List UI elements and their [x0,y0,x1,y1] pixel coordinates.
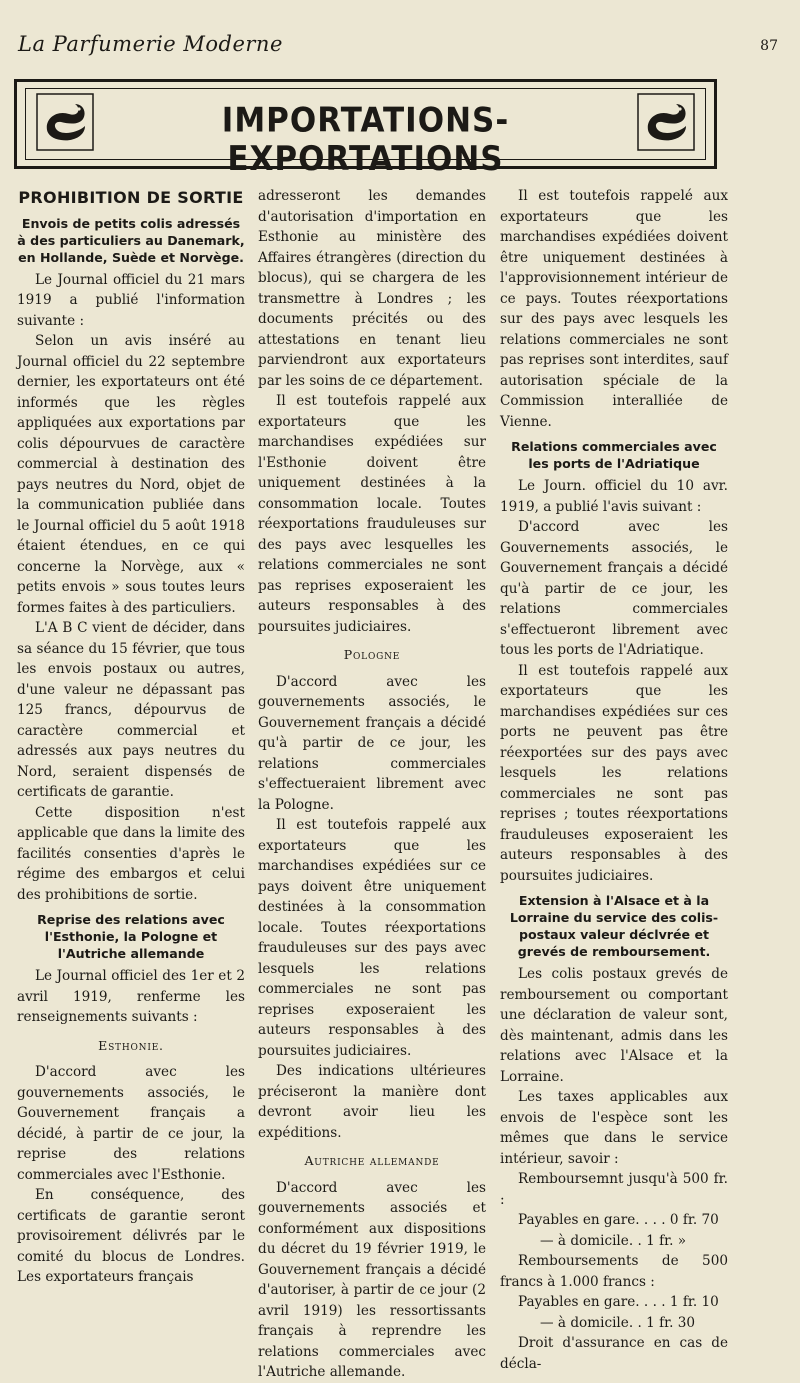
paragraph: En conséquence, des certificats de garantie seront provisoirement délivrés par le comité du blocus de Londres. Les exportateurs français [17,1187,245,1285]
column-2 [258,186,486,1383]
tariff-line: Payables en gare. . . . 1 fr. 10 [518,1294,719,1310]
paragraph: Selon un avis inséré au Journal officiel du 22 septembre dernier, les exportateurs ont été informés que les règles appliquées aux exportations par colis dépourvues de caractère commercial à destination des pays neutres du Nord, objet de la communication publiée dans le Journal officiel du 5 août 1918 étaient étendues, en ce qui concerne la Norvège, aux « petits envois » sous toutes leurs formes faites à des particuliers. [17,333,245,616]
subheading-reprise: Reprise des relations avec l'Esthonie, la Pologne et l'Autriche allemande [37,912,225,961]
paragraph: Droit d'assurance en cas de décla- [500,1335,728,1372]
heading-esthonie: Esthonie. [98,1037,164,1053]
section-title: IMPORTATIONS-EXPORTATIONS [221,101,510,179]
paragraph: D'accord avec les Gouvernements associés, le Gouvernement français a décidé qu'à partir de ce jour, les relations commerciales s'effectueront librement avec tous les ports de l'Adriatique. [500,519,728,658]
paragraph: D'accord avec les gouvernements associés, le Gouvernement français a décidé qu'à partir de ce jour, les relations commerciales s'effectueraient librement avec la Pologne. [258,673,486,813]
paragraph: Il est toutefois rappelé aux exportateurs que les marchandises expédiées doivent être uniquement destinées à l'approvisionnement intérieur de ce pays. Toutes réexportations sur des pays avec lesquels les relations commerciales ne sont pas reprises sont interdites, sauf autorisation spéciale de la Commission interalliée de Vienne. [500,188,728,430]
paragraph: Le Journal officiel des 1er et 2 avril 1919, renferme les renseignements suivants : [17,968,245,1025]
column-3 [500,186,728,1374]
tariff-line: Remboursemnt jusqu'à 500 fr. : [500,1171,728,1208]
paragraph: D'accord avec les gouvernements associés et conformément aux dispositions du décret du 19 février 1919, le Gouvernement français a décidé d'autoriser, à partir de ce jour (2 avril 1919) les ressortissants français à reprendre les relations commerciales avec l'Autriche allemande. [258,1179,486,1380]
paragraph: Il est toutefois rappelé aux exportateurs que les marchandises expédiées sur ce pays doivent être uniquement destinées à la consommation locale. Toutes réexportations frauduleuses sur des pays avec lesquels les relations commerciales ne sont pas reprises exposeraient les auteurs responsables à des poursuites judiciaires. [258,817,486,1059]
tariff-line: — à domicile. . 1 fr. 30 [540,1314,696,1331]
paragraph: adresseront les demandes d'autorisation d'importation en Esthonie au ministère des Affaires étrangères (direction du blocus), qui se chargera de les transmettre à Londres ; les documents précités ou des attestations en tenant lieu parviendront aux exportateurs par les soins de ce département. [258,188,486,389]
section-banner [14,79,717,179]
subheading-alsace-lorraine: Extension à l'Alsace et à la Lorraine du service des colis-postaux valeur déclvrée et grevés de remboursement. [509,893,719,959]
paragraph: Le Journ. officiel du 10 avr. 1919, a publié l'avis suivant : [500,478,728,515]
column-1 [17,186,245,1288]
paragraph: Le Journal officiel du 21 mars 1919 a publié l'information suivante : [17,271,245,329]
paragraph: Cette disposition n'est applicable que dans la limite des facilités consenties d'après le régime des embargos et celui des prohibitions de sortie. [17,804,245,903]
paragraph: L'A B C vient de décider, dans sa séance du 15 février, que tous les envois postaux ou autres, d'une valeur ne dépassant pas 125 francs, dépourvus de caractère commercial et adressés aux pays neutres du Nord, seraient dispensés de certificats de garantie. [17,620,245,800]
paragraph: Des indications ultérieures préciseront la manière dont devront avoir lieu les expéditions. [258,1063,486,1141]
heading-autriche: Autriche allemande [304,1153,440,1168]
journal-title: La Parfumerie Moderne [18,32,283,56]
swan-ornament-icon [35,92,95,152]
paragraph: D'accord avec les gouvernements associés, le Gouvernement français a décidé, à partir de ce jour, la reprise des relations commerciales avec l'Esthonie. [17,1064,245,1183]
heading-pologne: Pologne [343,647,401,662]
paragraph: Les taxes applicables aux envois de l'espèce sont les mêmes que dans le service intérieur, savoir : [500,1089,728,1167]
heading-prohibition: PROHIBITION DE SORTIE [18,188,244,207]
subheading-petits-colis: Envois de petits colis adressés à des particuliers au Danemark, en Hollande, Suède et Norvège. [17,215,245,265]
paragraph: Les colis postaux grevés de remboursement ou comportant une déclaration de valeur sont, dès maintenant, admis dans les relations avec l'Alsace et la Lorraine. [500,966,728,1085]
tariff-line: Payables en gare. . . . 0 fr. 70 [518,1212,719,1228]
tariff-line: — à domicile. . 1 fr. » [540,1232,687,1249]
page-number: 87 [760,38,778,54]
page-header [18,30,778,60]
paragraph: Il est toutefois rappelé aux exportateurs que les marchandises expédiées sur l'Esthonie doivent être uniquement destinées à la consommation locale. Toutes réexportations frauduleuses sur des pays avec lesquelles les relations commerciales ne sont pas reprises exposeraient les auteurs responsables à des poursuites judiciaires. [258,393,486,635]
swan-ornament-icon [636,92,696,152]
subheading-adriatique: Relations commerciales avec les ports de l'Adriatique [511,439,717,471]
tariff-line: Remboursements de 500 francs à 1.000 francs : [500,1253,728,1290]
paragraph: Il est toutefois rappelé aux exportateurs que les marchandises expédiées sur ces ports ne peuvent pas être réexportées sur des pays avec lesquels les relations commerciales ne sont pas reprises ; toutes réexportations frauduleuses exposeraient les auteurs responsables à des poursuites judiciaires. [500,662,728,884]
